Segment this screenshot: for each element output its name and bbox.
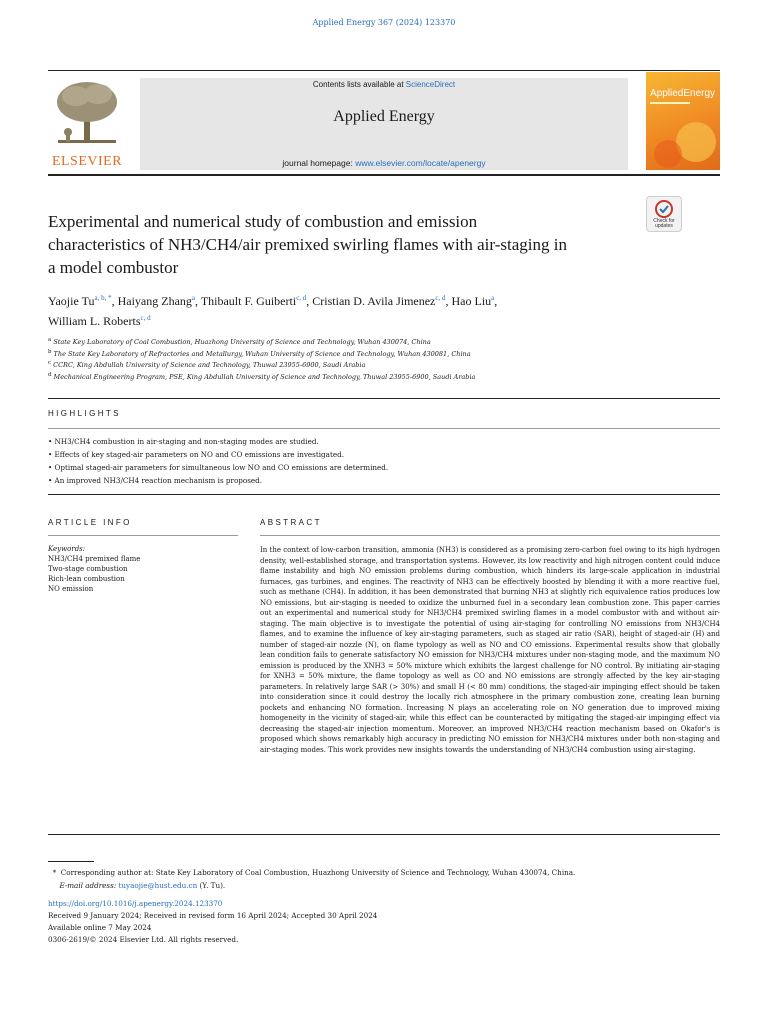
journal-masthead — [48, 72, 720, 170]
highlights-bottom-rule — [48, 494, 720, 495]
keywords-label: Keywords: — [48, 545, 86, 553]
journal-cover-thumbnail[interactable] — [646, 72, 720, 170]
affiliation-item: $^c$ CCRC, King Abdullah University of Science and Technology, Thuwal 23955-6900, Saudi Arabia — [48, 360, 366, 370]
abstract-divider — [260, 535, 720, 536]
keyword-item: Two-stage combustion — [48, 565, 128, 573]
publication-info — [48, 898, 720, 946]
title-line-3: a model combustor — [48, 258, 179, 277]
copyright-line: 0306-2619/© 2024 Elsevier Ltd. All rights reserved. — [48, 935, 239, 944]
affiliation-item: $^a$ State Key Laboratory of Coal Combustion, Huazhong University of Science and Technology, Wuhan 430074, China — [48, 337, 431, 347]
article-info-heading: ARTICLE INFO — [48, 518, 132, 527]
title-line-2: characteristics of NH3/CH4/air premixed swirling flames with air-staging in — [48, 235, 567, 254]
author-name[interactable]: Cristian D. Avila Jimenez — [312, 294, 436, 308]
author-affil-marker[interactable]: c, d — [140, 314, 151, 322]
elsevier-tree-icon — [48, 78, 126, 152]
affiliation-list — [48, 336, 720, 383]
author-name[interactable]: William L. Roberts — [48, 314, 141, 328]
elsevier-logo — [48, 78, 126, 170]
check-for-updates-label: Check for updates — [653, 218, 675, 229]
check-for-updates-button[interactable] — [646, 196, 682, 232]
highlights-list — [48, 435, 720, 487]
author-name[interactable]: Yaojie Tu — [48, 294, 95, 308]
author-name[interactable]: Thibault F. Guiberti — [200, 294, 297, 308]
article-title — [48, 210, 638, 279]
author-affil-marker[interactable]: a, b, * — [94, 294, 112, 302]
author-name[interactable]: Haiyang Zhang — [117, 294, 192, 308]
highlight-item: • Optimal staged-air parameters for simultaneous low NO and CO emissions are determined. — [48, 461, 720, 474]
keyword-item: NO emission — [48, 585, 94, 593]
author-affil-marker[interactable]: c, d — [435, 294, 446, 302]
highlights-divider — [48, 428, 720, 429]
journal-homepage-line — [140, 158, 628, 168]
author-name[interactable]: Hao Liu — [451, 294, 492, 308]
check-for-updates-icon — [654, 199, 674, 219]
doi-link[interactable]: https://doi.org/10.1016/j.apenergy.2024.123370 — [48, 899, 223, 908]
author-affil-marker[interactable]: a — [491, 294, 495, 302]
elsevier-wordmark: ELSEVIER — [51, 154, 123, 169]
journal-homepage-link[interactable]: www.elsevier.com/locate/apenergy — [355, 158, 486, 168]
masthead-top-rule — [48, 70, 720, 71]
highlights-heading: HIGHLIGHTS — [48, 409, 121, 418]
highlight-item: • Effects of key staged-air parameters on NO and CO emissions are investigated. — [48, 448, 720, 461]
masthead-bottom-rule — [48, 174, 720, 176]
author-affil-marker[interactable]: a — [191, 294, 196, 302]
abstract-bottom-rule — [48, 834, 720, 835]
received-dates: Received 9 January 2024; Received in revised form 16 April 2024; Accepted 30 April 2024 — [48, 911, 378, 920]
contents-line — [140, 80, 628, 89]
journal-name: Applied Energy — [333, 108, 435, 125]
highlight-item: • NH3/CH4 combustion in air-staging and non-staging modes are studied. — [48, 435, 720, 448]
highlight-item: • An improved NH3/CH4 reaction mechanism is proposed. — [48, 474, 720, 487]
homepage-prefix: journal homepage: — [282, 158, 356, 168]
corresponding-author-footnote — [48, 866, 720, 892]
author-affil-marker[interactable]: c, d — [296, 294, 307, 302]
abstract-heading: ABSTRACT — [260, 518, 322, 527]
article-info-divider — [48, 535, 238, 536]
affiliation-item: $^b$ The State Key Laboratory of Refractories and Metallurgy, Wuhan University of Science and Technology, Wuhan 430081, China — [48, 348, 471, 358]
affiliation-item: $^d$ Mechanical Engineering Program, PSE, King Abdullah University of Science and Technology, Thuwal 23955-6900, Saudi Arabia — [48, 371, 476, 382]
abstract-text: In the context of low-carbon transition, ammonia (NH3) is considered as a promising zero-carbon fuel owing to its high hydrogen density, well-established storage, and transportation systems. However, its low reactivity and high nitrogen content could induce flame instability and high NO emission problems during combustion, which hinders its large-scale application in industrial furnaces, gas turbines, and engines. The reactivity of NH3 can be effectively boosted by blending it with a more reactive fuel, such as methane (CH4). In addition, it has been demonstrated that burning NH3 at slightly rich equivalence ratios produces low NO emissions, but air-staging is needed to oxidize the unburned fuel in a secondary lean combustion zone. This paper carries out an experimental and numerical study for NH3/CH4 premixed swirling flames in a model combustor with and without air-staging. The main objective is to investigate the potential of using air-staging for controlling NO emissions from NH3/CH4 flames, and to examine the influence of key air-staging parameters, such as staged air ratio (SAR), height of staged-air (H) and number of staged-air nozzle (N), on flame typology as well as NO and CO emissions. Experimental results show that globally lean condition fails to generate satisfactory NO emission for NH3/CH4 mixtures under non-staging mode, and the maximum NO emission is produced by the XNH3 = 50% mixture which exhibits the largest challenge for NO control. By initiating air-staging for XNH3 = 50% mixture, the flame topology as well as CO and NO emissions are strongly affected by the key air-staging parameters. In relatively large SAR (> 30%) and small H (< 80 mm) conditions, the staged-air impinging effect should be taken into consideration since it could destroy the locally rich atmosphere in the primary combustion zone, creating lean burning pockets and enhancing NO formation. Increasing N plays an accelerating role on NO generation due to improved mixing homogeneity in the vicinity of staged-air, while this effect can be counteracted by mitigating the staged-air impinging effect via decreasing the staged-air injection momentum. Moreover, an improved NH3/CH4 reaction mechanism based on Okafor's is proposed which shows remarkably high accuracy in predicting NO emission for NH3/CH4 mixtures under both non-staging and air-staging modes. This work provides new insights towards the understanding of NH3/CH4 combustion using air-staging. — [260, 546, 720, 754]
highlights-top-rule — [48, 398, 720, 399]
email-line: E-mail address: tuyaojie@hust.edu.cn (Y. Tu). — [59, 881, 226, 890]
available-online: Available online 7 May 2024 — [48, 923, 152, 932]
keyword-item: NH3/CH4 premixed flame — [48, 555, 141, 563]
footnote-rule — [48, 861, 94, 862]
sciencedirect-link[interactable]: ScienceDirect — [405, 80, 456, 89]
contents-prefix: Contents lists available at — [312, 80, 406, 89]
cover-art-icon — [646, 112, 720, 170]
author-email-link[interactable]: tuyaojie@hust.edu.cn — [118, 881, 198, 890]
cover-title: AppliedEnergy — [650, 88, 716, 99]
keyword-item: Rich-lean combustion — [48, 575, 125, 583]
keywords-block — [48, 544, 238, 594]
author-list: Yaojie $Tu^{a, b, *}$, Haiyang Zhang$^a$, Thibault F. Guiberti$^{c, d}$, Cristian D. Avila Jimenez$^{c, d}$, Hao Liu$^a$, William L. Roberts$^{c, d}$ — [48, 294, 498, 328]
corresponding-author-line: * Corresponding author at: State Key Laboratory of Coal Combustion, Huazhong University of Science and Technology, Wuhan 430074, China. — [52, 868, 576, 877]
title-line-1: Experimental and numerical study of combustion and emission — [48, 212, 478, 231]
cover-decoration — [650, 102, 690, 104]
journal-banner — [140, 78, 628, 170]
journal-citation-link[interactable]: Applied Energy 367 (2024) 123370 — [312, 18, 456, 27]
